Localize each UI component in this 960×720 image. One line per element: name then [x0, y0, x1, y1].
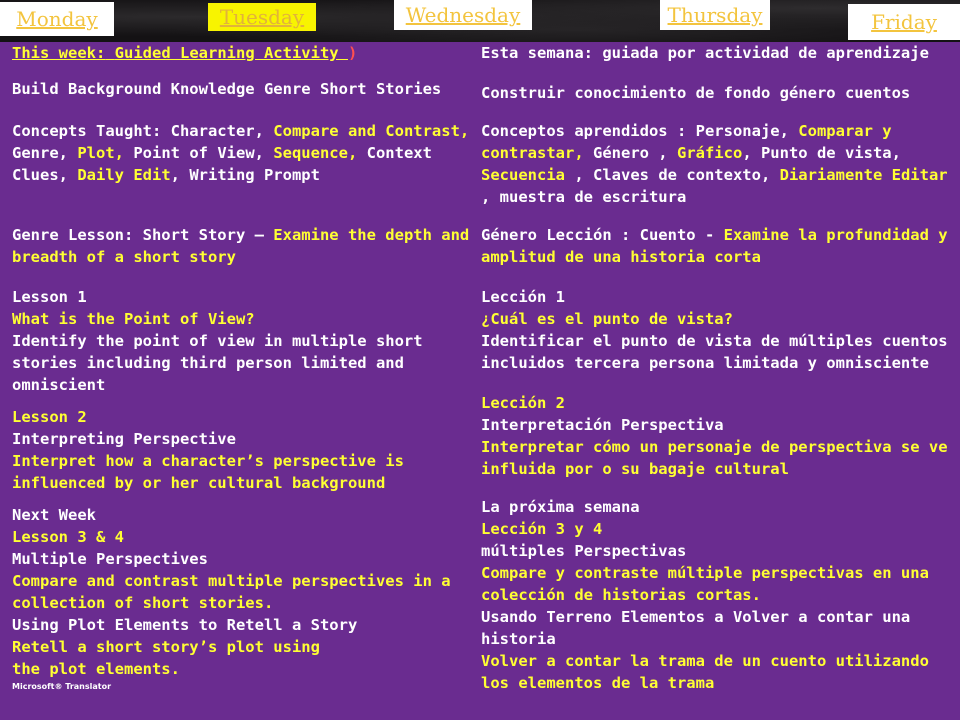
proxima-semana-subtitle: múltiples Perspectivas [481, 542, 687, 560]
leccion-1-title: Lección 1 [481, 288, 565, 306]
concepto-secuencia: Secuencia [481, 166, 565, 184]
lesson-2-desc: Interpret how a character’s perspective is influenced by or her cultural background [12, 452, 404, 492]
day-navigation-bar [0, 0, 960, 42]
concept-compare: Compare and Contrast, [273, 122, 470, 140]
genero-leccion-detail: Examine la profundidad y amplitud de una historia corta [481, 226, 948, 266]
lesson-2 [12, 406, 474, 494]
this-week-line [12, 42, 474, 64]
tab-tuesday[interactable]: Tuesday [208, 3, 316, 31]
proxima-semana-title: La próxima semana [481, 498, 640, 516]
lesson-1-title: Lesson 1 [12, 288, 87, 306]
concepto-muestra: , muestra de escritura [481, 188, 687, 206]
guided-learning-activity-link[interactable]: Guided Learning Activity [114, 44, 348, 62]
tab-friday[interactable]: Friday [848, 4, 960, 40]
concepto-comparar: Comparar y contrastar, [481, 122, 892, 162]
leccion-1-desc: Identificar el punto de vista de múltiples cuentos incluidos tercera persona limitada y omnisciente [481, 332, 948, 372]
genre-lesson-detail: Examine the depth and breadth of a short story [12, 226, 470, 266]
lesson-2-subtitle: Interpreting Perspective [12, 430, 236, 448]
leccion-2-subtitle: Interpretación Perspectiva [481, 416, 724, 434]
concept-daily-edit: Daily Edit [77, 166, 171, 184]
concept-writing: , Writing Prompt [170, 166, 320, 184]
next-week-subtitle: Multiple Perspectives [12, 550, 208, 568]
concepto-punto-de-vista: , Punto de vista, [742, 144, 901, 162]
genre-lesson-lead: Genre Lesson: Short Story – [12, 226, 274, 244]
leccion-2 [481, 392, 951, 480]
genero-leccion-lead: Género Lección : Cuento - [481, 226, 724, 244]
lesson-1 [12, 286, 474, 396]
lesson-1-desc: Identify the point of view in multiple short stories including third person limited and omniscient [12, 332, 423, 394]
plot-elements-title: Using Plot Elements to Retell a Story [12, 616, 358, 634]
next-week-lessons: Lesson 3 & 4 [12, 528, 124, 546]
build-background-knowledge: Build Background Knowledge Genre Short Stories [12, 80, 442, 98]
leccion-2-desc: Interpretar cómo un personaje de perspectiva se ve influida por o su bagaje cultural [481, 438, 948, 478]
concept-sequence: Sequence, [273, 144, 358, 162]
concept-pov: Point of View, [124, 144, 274, 162]
tab-wednesday[interactable]: Wednesday [394, 0, 532, 30]
lesson-2-title: Lesson 2 [12, 408, 87, 426]
next-week-desc: Compare and contrast multiple perspectives in a collection of short stories. [12, 572, 451, 612]
terreno-elementos-title: Usando Terreno Elementos a Volver a contar una historia [481, 608, 911, 648]
concepto-diariamente-editar: Diariamente Editar [779, 166, 948, 184]
proxima-semana-desc: Compare y contraste múltiple perspectivas en una colección de historias cortas. [481, 564, 929, 604]
content-panel [0, 42, 960, 720]
concepto-claves: , Claves de contexto, [565, 166, 780, 184]
activity-tail: ) [347, 44, 358, 62]
concept-plot: Plot, [77, 144, 124, 162]
esta-semana-line: Esta semana: guiada por actividad de aprendizaje [481, 44, 929, 62]
construir-conocimiento: Construir conocimiento de fondo género cuentos [481, 84, 911, 102]
terreno-elementos-desc: Volver a contar la trama de un cuento utilizando los elementos de la trama [481, 652, 929, 692]
concept-context: Context Clues, [12, 144, 432, 184]
conceptos-intro: Conceptos aprendidos : Personaje, [481, 122, 799, 140]
lesson-1-question: What is the Point of View? [12, 310, 255, 328]
next-week [12, 504, 474, 680]
concepts-intro: Concepts Taught: Character, [12, 122, 274, 140]
concepto-grafico: Gráfico [676, 144, 743, 162]
concepts-taught [12, 120, 474, 186]
proxima-semana [481, 496, 951, 694]
leccion-2-title: Lección 2 [481, 394, 565, 412]
concepto-genero: Género , [583, 144, 677, 162]
proxima-semana-lessons: Lección 3 y 4 [481, 520, 603, 538]
concept-genre: Genre, [12, 144, 78, 162]
tab-monday[interactable]: Monday [0, 2, 114, 36]
genero-leccion [481, 224, 951, 268]
this-week-label: This week: [12, 44, 106, 62]
next-week-title: Next Week [12, 506, 96, 524]
genre-lesson [12, 224, 474, 268]
plot-elements-desc: Retell a short story’s plot using the plot elements. [12, 638, 320, 678]
translator-credit: Microsoft® Translator [12, 682, 112, 691]
tab-thursday[interactable]: Thursday [660, 0, 770, 30]
leccion-1 [481, 286, 951, 374]
conceptos-aprendidos [481, 120, 951, 208]
leccion-1-question: ¿Cuál es el punto de vista? [481, 310, 733, 328]
